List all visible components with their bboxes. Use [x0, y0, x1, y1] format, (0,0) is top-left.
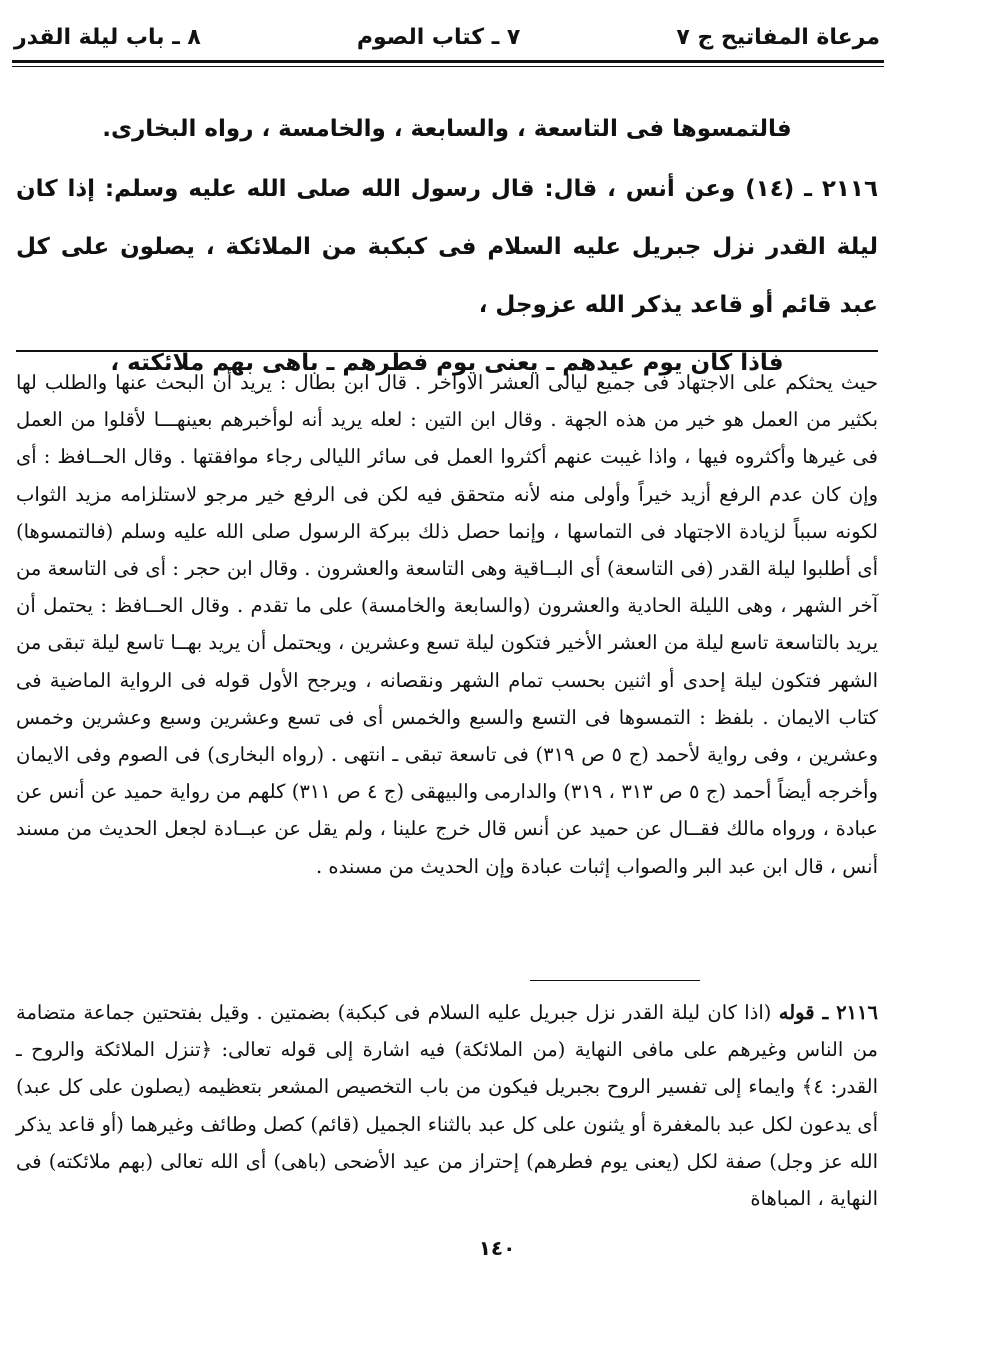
commentary-text: حيث يحثكم على الاجتهاد فى جميع ليالى العشر الاواخر . قال ابن بطال : يريد أن البحث عنها والطلب لها بكثير من العمل هو خير من هذه الجهة . وقال ابن التين : لعله يريد أنه لوأخبرهم بعينهـــا لأقلوا من العمل فى غيرها وأكثروه فيها ، واذا غيبت عنهم أكثروا العمل فى سائر الليالى رجاء موافقتها . وقال الحــافظ : أى وإن كان عدم الرفع أزيد خيراً وأولى منه لأنه متحقق فيه لكن فى الرفع خير مرجو لاستلزامه مزيد الثواب لكونه سبباً لزيادة الاجتهاد فى التماسها ، وإنما حصل ذلك ببركة الرسول صلى الله عليه وسلم (فالتمسوها) أى أطلبوا ليلة القدر (فى التاسعة) أى البــاقية وهى التاسعة والعشرون . وقال ابن حجر : أى فى التاسعة من آخر الشهر ، وهى الليلة الحادية والعشرون (والسابعة والخامسة) على ما تقدم . وقال الحــافظ : يحتمل أن يريد بالتاسعة تاسع ليلة من العشر الأخير فتكون ليلة تسع وعشرين ، ويحتمل أن يريد بهــا تاسع ليلة تبقى من الشهر فتكون ليلة إحدى أو اثنين بحسب تمام الشهر ونقصانه ، ويرجح الأول قوله فى الرواية الماضية فى كتاب الايمان . بلفظ : التمسوها فى التسع والسبع والخمس أى فى تسع وعشرين وسبع وعشرين وخمس وعشرين ، وفى رواية لأحمد (ج ٥ ص ٣١٩) فى تاسعة تبقى ـ انتهى . (رواه البخارى) فى الصوم وفى الايمان وأخرجه أيضاً أحمد (ج ٥ ص ٣١٣ ، ٣١٩) والدارمى والبيهقى (ج ٤ ص ٣١١) كلهم من رواية حميد عن أنس عن عبادة ، ورواه مالك فقــال عن حميد عن أنس قال خرج علينا ، ولم يقل عن عبــادة لجعل الحديث من مسند أنس ، قال ابن عبد البر والصواب إثبات عبادة وإن الحديث من مسنده .	[16, 371, 878, 878]
hadith-continuation: فالتمسوها فى التاسعة ، والسابعة ، والخامسة ، رواه البخارى.	[102, 116, 792, 142]
header-rule	[12, 60, 884, 63]
commentary-block	[16, 364, 878, 885]
hadith-last-line: فاذا كان يوم عيدهم ـ يعنى يوم فطرهم ـ باهى بهم ملائكته ،	[110, 350, 784, 376]
note-text: (اذا كان ليلة القدر نزل جبريل عليه السلام فى كبكبة) بضمتين . وقيل بفتحتين جماعة متضامة من الناس وغيرهم على مافى النهاية (من الملائكة) فيه اشارة إلى قوله تعالى: ﴿تنزل الملائكة والروح ـ القدر: ٤﴾ وايماء إلى تفسير الروح بجبريل فيكون من باب التخصيص المشعر بتعظيمه (يصلون على كل عبد) أى يدعون لكل عبد بالمغفرة أو يثنون على كل عبد بالثناء الجميل (قائم) كصل وطائف وغيرهما (أو قاعد يذكر الله عز وجل) صفة لكل (يعنى يوم فطرهم) إحتراز من عيد الأضحى (باهى) أى الله تعالى (بهم ملائكته) فى النهاية ، المباهاة	[16, 1001, 878, 1211]
hadith-text-block	[16, 100, 878, 392]
hadith-main: وعن أنس ، قال: قال رسول الله صلى الله عليه وسلم: إذا كان ليلة القدر نزل جبريل عليه السلام فى كبكبة من الملائكة ، يصلون على كل عبد قائم أو قاعد يذكر الله عزوجل ،	[16, 176, 878, 318]
hadith-body	[16, 160, 878, 334]
page-number: ١٤٠	[478, 1236, 516, 1260]
note-number: ٢١١٦ ـ قوله	[778, 1001, 878, 1024]
hadith-number: ٢١١٦ ـ (١٤)	[745, 176, 878, 202]
header-rule-thin	[12, 66, 884, 67]
section-divider	[16, 350, 878, 352]
note-block	[16, 994, 878, 1217]
header-section: ٨ ـ باب ليلة القدر	[14, 24, 201, 50]
note-paragraph	[16, 994, 878, 1217]
footnote-divider	[530, 980, 700, 981]
header-chapter: ٧ ـ كتاب الصوم	[356, 24, 521, 50]
running-header	[14, 20, 880, 54]
header-book-title: مرعاة المفاتيح ج ٧	[676, 24, 880, 50]
